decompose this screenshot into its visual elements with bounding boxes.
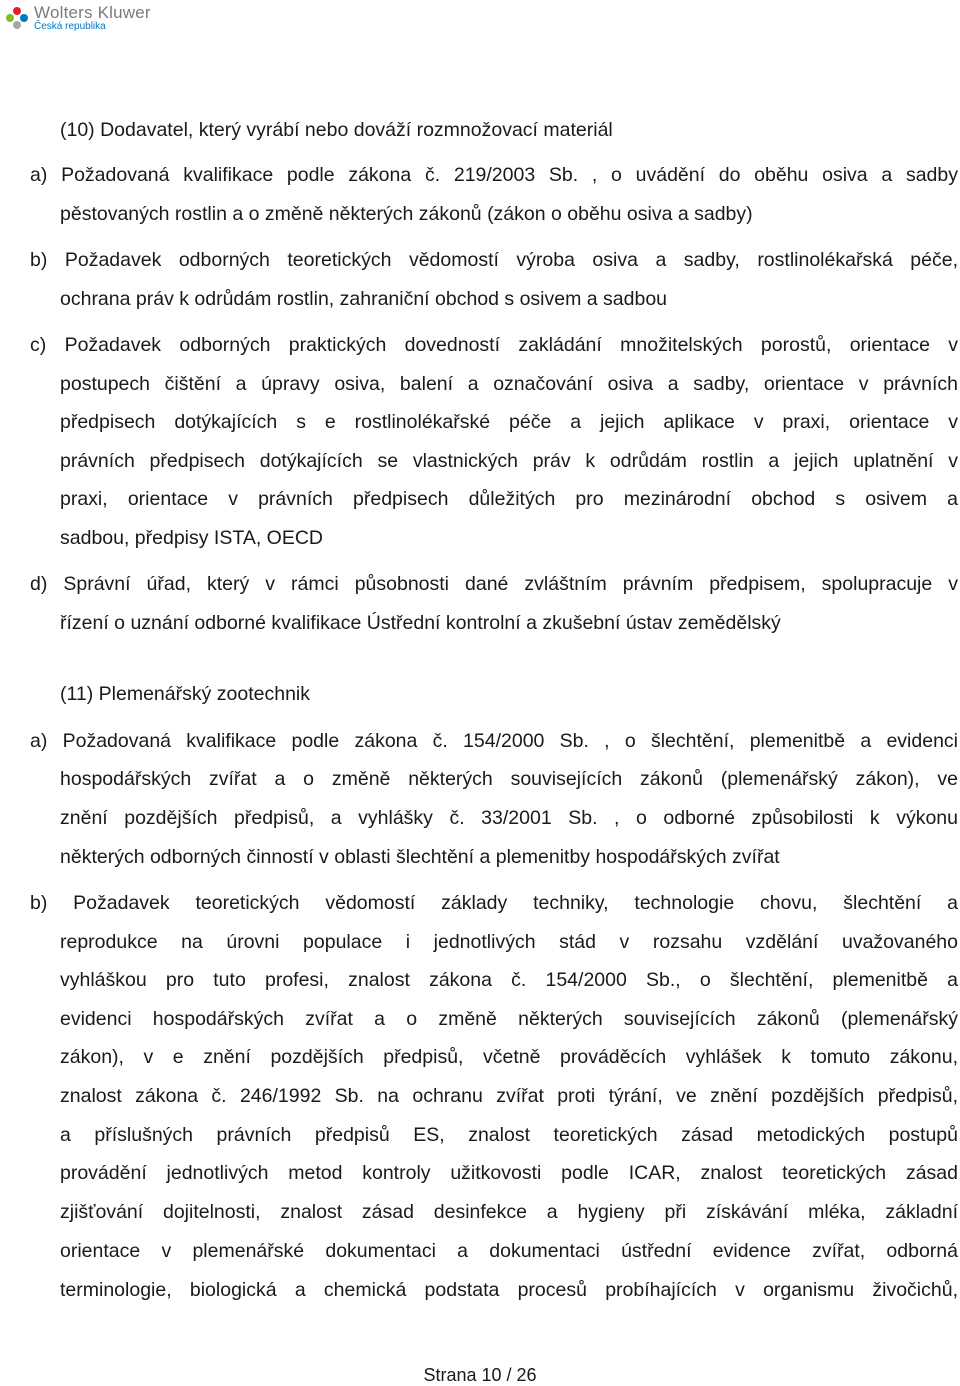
paragraph-line: hospodářských zvířat a o změně některých souvisejících zákonů (plemenářský zákon), ve [60, 768, 958, 790]
paragraph-line: a) Požadovaná kvalifikace podle zákona č. 154/2000 Sb. , o šlechtění, plemenitbě a evidenci [30, 730, 958, 752]
paragraph-line: ochrana práv k odrůdám rostlin, zahraniční obchod s osivem a sadbou [60, 288, 668, 310]
paragraph-line: d) Správní úřad, který v rámci působnosti dané zvláštním právním předpisem, spolupracuje v [30, 573, 958, 595]
paragraph-line: řízení o uznání odborné kvalifikace Ústřední kontrolní a zkušební ústav zemědělský [60, 612, 781, 634]
section-10-heading: (10) Dodavatel, který vyrábí nebo dováží rozmnožovací materiál [60, 119, 613, 141]
paragraph-line: sadbou, předpisy ISTA, OECD [60, 527, 324, 549]
brand-subtitle: Česká republika [34, 21, 106, 32]
paragraph-line: reprodukce na úrovni populace i jednotlivých stád v rozsahu vzdělání uvažovaného [60, 931, 958, 953]
paragraph-line: pěstovaných rostlin a o změně některých zákonů (zákon o oběhu osiva a sadby) [60, 203, 753, 225]
paragraph-line: a příslušných právních předpisů ES, znalost teoretických zásad metodických postupů [60, 1124, 958, 1146]
wolters-kluwer-logo-icon [6, 7, 28, 29]
paragraph-line: postupech čištění a úpravy osiva, balení a označování osiva a sadby, orientace v právních [60, 373, 958, 395]
paragraph-line: právních předpisech dotýkajících se vlastnických práv k odrůdám rostlin a jejich uplatnění v [60, 450, 958, 472]
paragraph-line: b) Požadavek odborných teoretických vědomostí výroba osiva a sadby, rostlinolékařská péče, [30, 249, 958, 271]
paragraph-line: znalost zákona č. 246/1992 Sb. na ochranu zvířat proti týrání, ve znění pozdějších předpisů, [60, 1085, 958, 1107]
paragraph-line: terminologie, biologická a chemická podstata procesů probíhajících v organismu živočichů, [60, 1279, 958, 1301]
section-11-heading: (11) Plemenářský zootechnik [60, 683, 310, 705]
paragraph-line: evidenci hospodářských zvířat a o změně některých souvisejících zákonů (plemenářský [60, 1008, 958, 1030]
brand-name: Wolters Kluwer [34, 3, 151, 22]
paragraph-line: vyhláškou pro tuto profesi, znalost zákona č. 154/2000 Sb., o šlechtění, plemenitbě a [60, 969, 958, 991]
paragraph-line: zjišťování dojitelnosti, znalost zásad desinfekce a hygieny při získávání mléka, základní [60, 1201, 958, 1223]
paragraph-line: některých odborných činností v oblasti šlechtění a plemenitby hospodářských zvířat [60, 846, 780, 868]
paragraph-line: a) Požadovaná kvalifikace podle zákona č. 219/2003 Sb. , o uvádění do oběhu osiva a sadby [30, 164, 958, 186]
brand-logo [6, 4, 151, 32]
paragraph-line: provádění jednotlivých metod kontroly užitkovosti podle ICAR, znalost teoretických zásad [60, 1162, 958, 1184]
paragraph-line: praxi, orientace v právních předpisech důležitých pro mezinárodní obchod s osivem a [60, 488, 958, 510]
paragraph-line: předpisech dotýkajících s e rostlinolékařské péče a jejich aplikace v praxi, orientace v [60, 411, 958, 433]
page-number: Strana 10 / 26 [423, 1365, 537, 1385]
paragraph-line: orientace v plemenářské dokumentaci a dokumentaci ústřední evidence zvířat, odborná [60, 1240, 958, 1262]
paragraph-line: b) Požadavek teoretických vědomostí základy techniky, technologie chovu, šlechtění a [30, 892, 958, 914]
paragraph-line: c) Požadavek odborných praktických dovedností zakládání množitelských porostů, orientace v [30, 334, 958, 356]
paragraph-line: zákon), v e znění pozdějších předpisů, včetně prováděcích vyhlášek k tomuto zákonu, [60, 1046, 958, 1068]
paragraph-line: znění pozdějších předpisů, a vyhlášky č. 33/2001 Sb. , o odborné způsobilosti k výkonu [60, 807, 958, 829]
